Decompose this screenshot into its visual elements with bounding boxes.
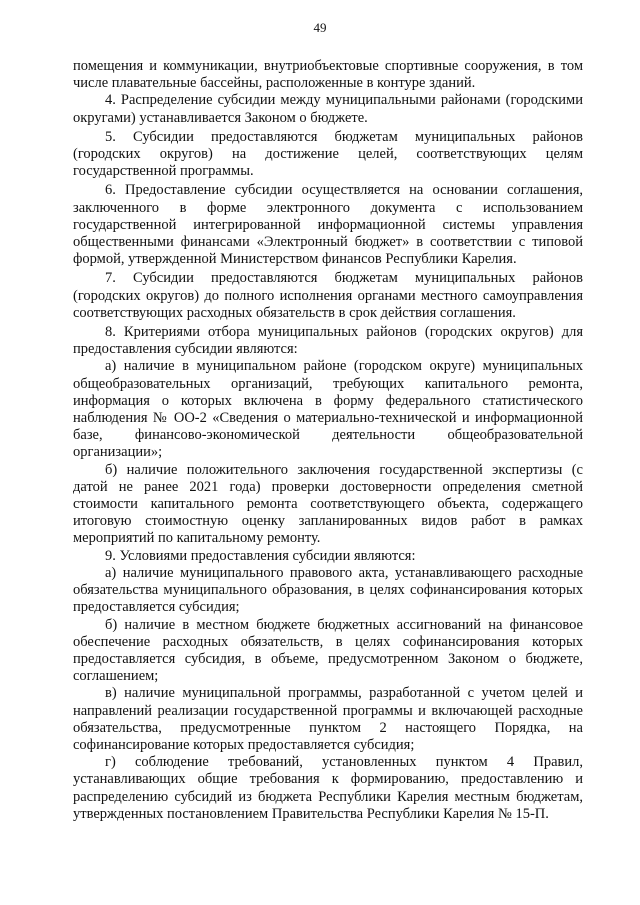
paragraph-item-7: 7. Субсидии предоставляются бюджетам муниципальных районов (городских округов) до полного исполнения органами местного самоуправления соответствующих расходных обязательств в срок действия соглашения. <box>73 270 583 321</box>
paragraph-item-9g: г) соблюдение требований, установленных пунктом 4 Правил, устанавливающих общие требования к формированию, предоставлению и распределению субсидий из бюджета Республики Карелия местным бюджетам, утвержденных постановлением Правительства Республики Карелия № 15-П. <box>73 754 583 822</box>
paragraph-item-5: 5. Субсидии предоставляются бюджетам муниципальных районов (городских округов) на достижение целей, соответствующих целям государственной программы. <box>73 128 583 180</box>
paragraph-item-6: 6. Предоставление субсидии осуществляется на основании соглашения, заключенного в форме электронного документа с использованием государственной интегрированной информационной системы управления общественными финансами «Электронный бюджет» в соответствии с типовой формой, утвержденной Министерством финансов Республики Карелия. <box>73 182 583 268</box>
paragraph-item-9a: а) наличие муниципального правового акта, устанавливающего расходные обязательства муниципального образования, в целях софинансирования которых предоставляется субсидия; <box>73 564 583 616</box>
paragraph-item-8a: а) наличие в муниципальном районе (городском округе) муниципальных общеобразовательных организаций, требующих капитального ремонта, информация о которых включена в форму федерального статистического наблюдения № ОО-2 «Сведения о материально-технической и информационной базе, финансово-экономической деятельности общеобразовательной организации»; <box>73 358 583 461</box>
document-body <box>73 58 583 823</box>
paragraph-item-9v: в) наличие муниципальной программы, разработанной с учетом целей и направлений реализации государственной программы и включающей расходные обязательства, предусмотренные пунктом 2 настоящего Порядка, на софинансирование которых предоставляется субсидия; <box>73 685 583 753</box>
paragraph-item-4: 4. Распределение субсидии между муниципальными районами (городскими округами) устанавливается Законом о бюджете. <box>73 92 583 126</box>
paragraph-item-8: 8. Критериями отбора муниципальных районов (городских округов) для предоставления субсидии являются: <box>73 324 583 358</box>
paragraph-continuation: помещения и коммуникации, внутриобъектовые спортивные сооружения, в том числе плавательные бассейны, расположенные в контуре зданий. <box>73 58 583 92</box>
page-number: 49 <box>313 20 327 35</box>
paragraph-item-8b: б) наличие положительного заключения государственной экспертизы (с датой не ранее 2021 года) проверки достоверности определения сметной стоимости капитального ремонта соответствующего объекта, содержащего итоговую стоимостную оценку запланированных видов работ в рамках мероприятий по капитальному ремонту. <box>73 461 583 547</box>
paragraph-item-9: 9. Условиями предоставления субсидии являются: <box>105 547 416 564</box>
paragraph-item-9b: б) наличие в местном бюджете бюджетных ассигнований на финансовое обеспечение расходных обязательств, в целях софинансирования которых предоставляется субсидия, в объеме, предусмотренном Законом о бюджете, соглашением; <box>73 616 583 685</box>
